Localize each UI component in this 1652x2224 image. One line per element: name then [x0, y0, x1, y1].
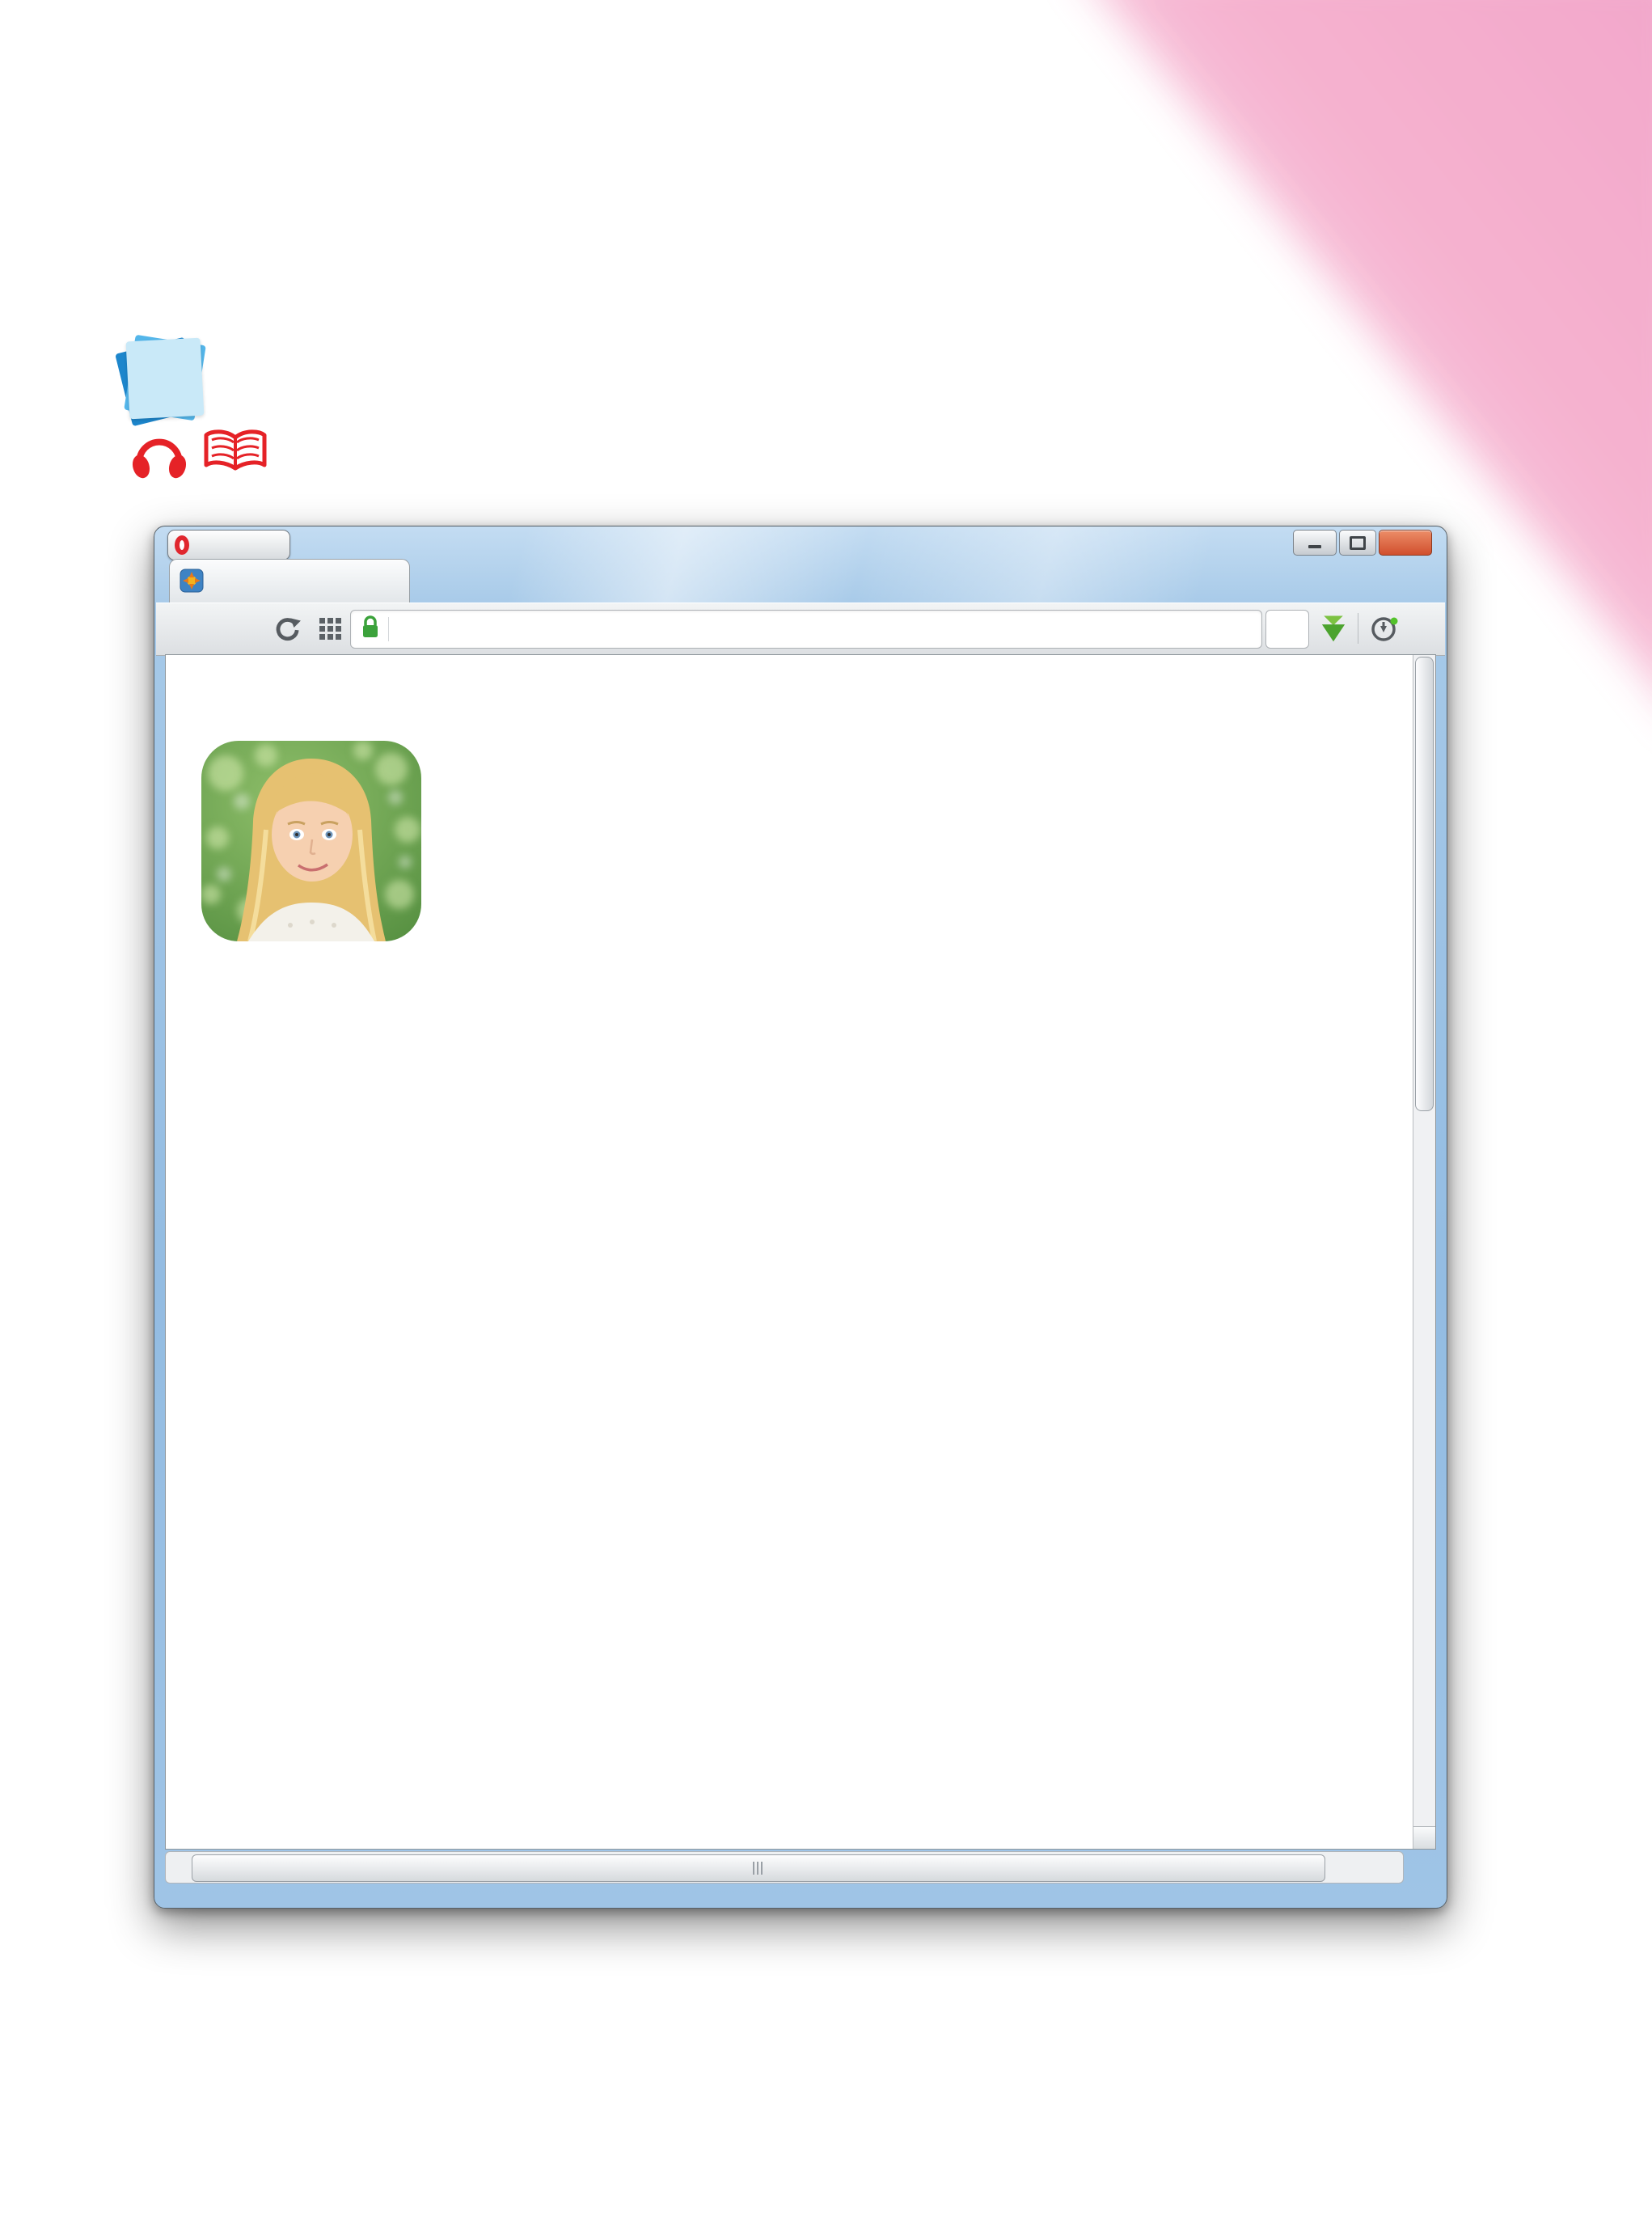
address-divider — [388, 617, 389, 641]
opera-menu-button[interactable] — [167, 530, 290, 560]
window-controls — [1293, 530, 1432, 556]
address-bar[interactable] — [350, 610, 1262, 649]
open-book-icon — [201, 426, 269, 484]
headphones-icon — [130, 424, 188, 486]
sync-icon[interactable] — [1367, 611, 1403, 651]
tab-favicon-icon — [180, 569, 204, 597]
browser-toolbar — [156, 603, 1445, 656]
new-tab-button[interactable] — [423, 562, 460, 599]
scrollbar-grip — [753, 1862, 764, 1875]
invitation-text — [437, 1114, 1400, 1129]
browser-tab[interactable] — [169, 559, 410, 603]
task-a-row — [117, 422, 282, 487]
minimize-icon — [1308, 545, 1321, 548]
reload-button[interactable] — [268, 608, 305, 649]
scroll-left-arrow[interactable] — [167, 1854, 190, 1881]
scroll-right-arrow[interactable] — [1379, 1854, 1401, 1881]
vertical-scrollbar-thumb[interactable] — [1415, 657, 1434, 1111]
page-content — [165, 654, 1436, 1850]
invitation-card — [196, 935, 1409, 1550]
opera-browser-window — [154, 526, 1447, 1909]
back-button[interactable] — [172, 608, 214, 649]
download-icon[interactable] — [1317, 613, 1350, 649]
petra-photo — [201, 741, 421, 945]
maximize-button[interactable] — [1339, 530, 1376, 556]
opera-logo-icon — [175, 535, 189, 555]
badge-number — [126, 338, 205, 420]
vertical-scrollbar[interactable] — [1413, 655, 1435, 1849]
lock-icon — [361, 615, 380, 645]
close-button[interactable] — [1379, 530, 1432, 556]
horizontal-scrollbar[interactable] — [165, 1851, 1404, 1884]
horizontal-scrollbar-thumb[interactable] — [192, 1854, 1325, 1882]
scroll-down-arrow[interactable] — [1413, 1826, 1435, 1849]
speed-dial-icon[interactable] — [311, 608, 349, 649]
confetti-decoration — [196, 935, 1409, 1550]
minimize-button[interactable] — [1293, 530, 1337, 556]
section-number-badge — [118, 336, 212, 427]
bookmark-heart-icon[interactable] — [1265, 610, 1309, 649]
forward-button[interactable] — [219, 608, 261, 649]
maximize-icon — [1350, 536, 1366, 550]
